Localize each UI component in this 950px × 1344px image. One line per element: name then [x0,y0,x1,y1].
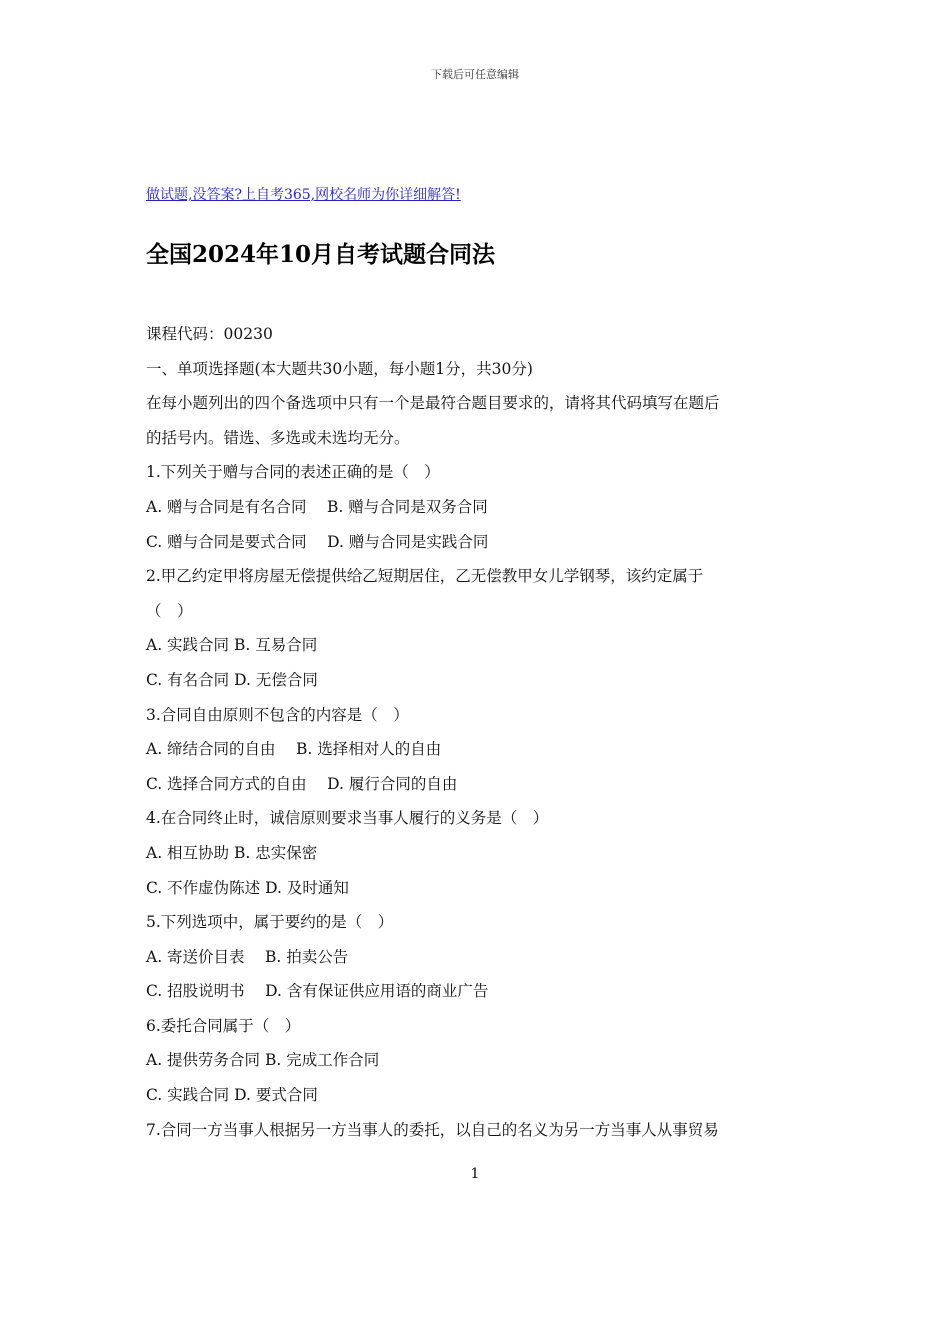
page-number: 1 [470,1166,480,1182]
option-line: A. 缔结合同的自由 B. 选择相对人的自由 [146,740,442,759]
question-line: 6.委托合同属于（ ） [146,1016,301,1035]
course-code-line: 课程代码：00230 [146,325,273,343]
option-line: A. 寄送价目表 B. 拍卖公告 [146,947,349,966]
option-line: A. 相互协助 B. 忠实保密 [146,843,318,862]
option-line: C. 招股说明书 D. 含有保证供应用语的商业广告 [146,982,489,1001]
question-line: 2.甲乙约定甲将房屋无偿提供给乙短期居住，乙无偿教甲女儿学钢琴，该约定属于 [146,567,704,586]
section-heading: 一、单项选择题(本大题共30小题，每小题1分，共30分) [146,359,533,378]
document-body [146,317,814,1147]
question-line: 4.在合同终止时，诚信原则要求当事人履行的义务是（ ） [146,809,549,828]
question-line: 1.下列关于赠与合同的表述正确的是（ ） [146,463,440,482]
document-title: 全国2024年10月自考试题合同法 [146,241,496,268]
option-line: C. 有名合同 D. 无偿合同 [146,670,318,689]
option-line: C. 实践合同 D. 要式合同 [146,1086,318,1105]
question-line: （ ） [146,601,193,620]
page-header-note: 下载后可任意编辑 [431,68,519,81]
option-line: C. 赠与合同是要式合同 D. 赠与合同是实践合同 [146,532,489,551]
option-line: A. 实践合同 B. 互易合同 [146,636,318,655]
instructions-line: 的括号内。错选、多选或未选均无分。 [146,428,410,447]
question-line: 5.下列选项中，属于要约的是（ ） [146,913,394,932]
question-line: 3.合同自由原则不包含的内容是（ ） [146,705,409,724]
option-line: C. 不作虚伪陈述 D. 及时通知 [146,878,349,897]
question-line: 7.合同一方当事人根据另一方当事人的委托，以自己的名义为另一方当事人从事贸易 [146,1120,719,1139]
option-line: A. 提供劳务合同 B. 完成工作合同 [146,1051,380,1070]
instructions-line: 在每小题列出的四个备选项中只有一个是最符合题目要求的，请将其代码填写在题后 [146,394,720,413]
option-line: A. 赠与合同是有名合同 B. 赠与合同是双务合同 [146,497,488,516]
option-line: C. 选择合同方式的自由 D. 履行合同的自由 [146,774,458,793]
promo-link[interactable]: 做试题,没答案?上自考365,网校名师为你详细解答! [146,187,461,203]
